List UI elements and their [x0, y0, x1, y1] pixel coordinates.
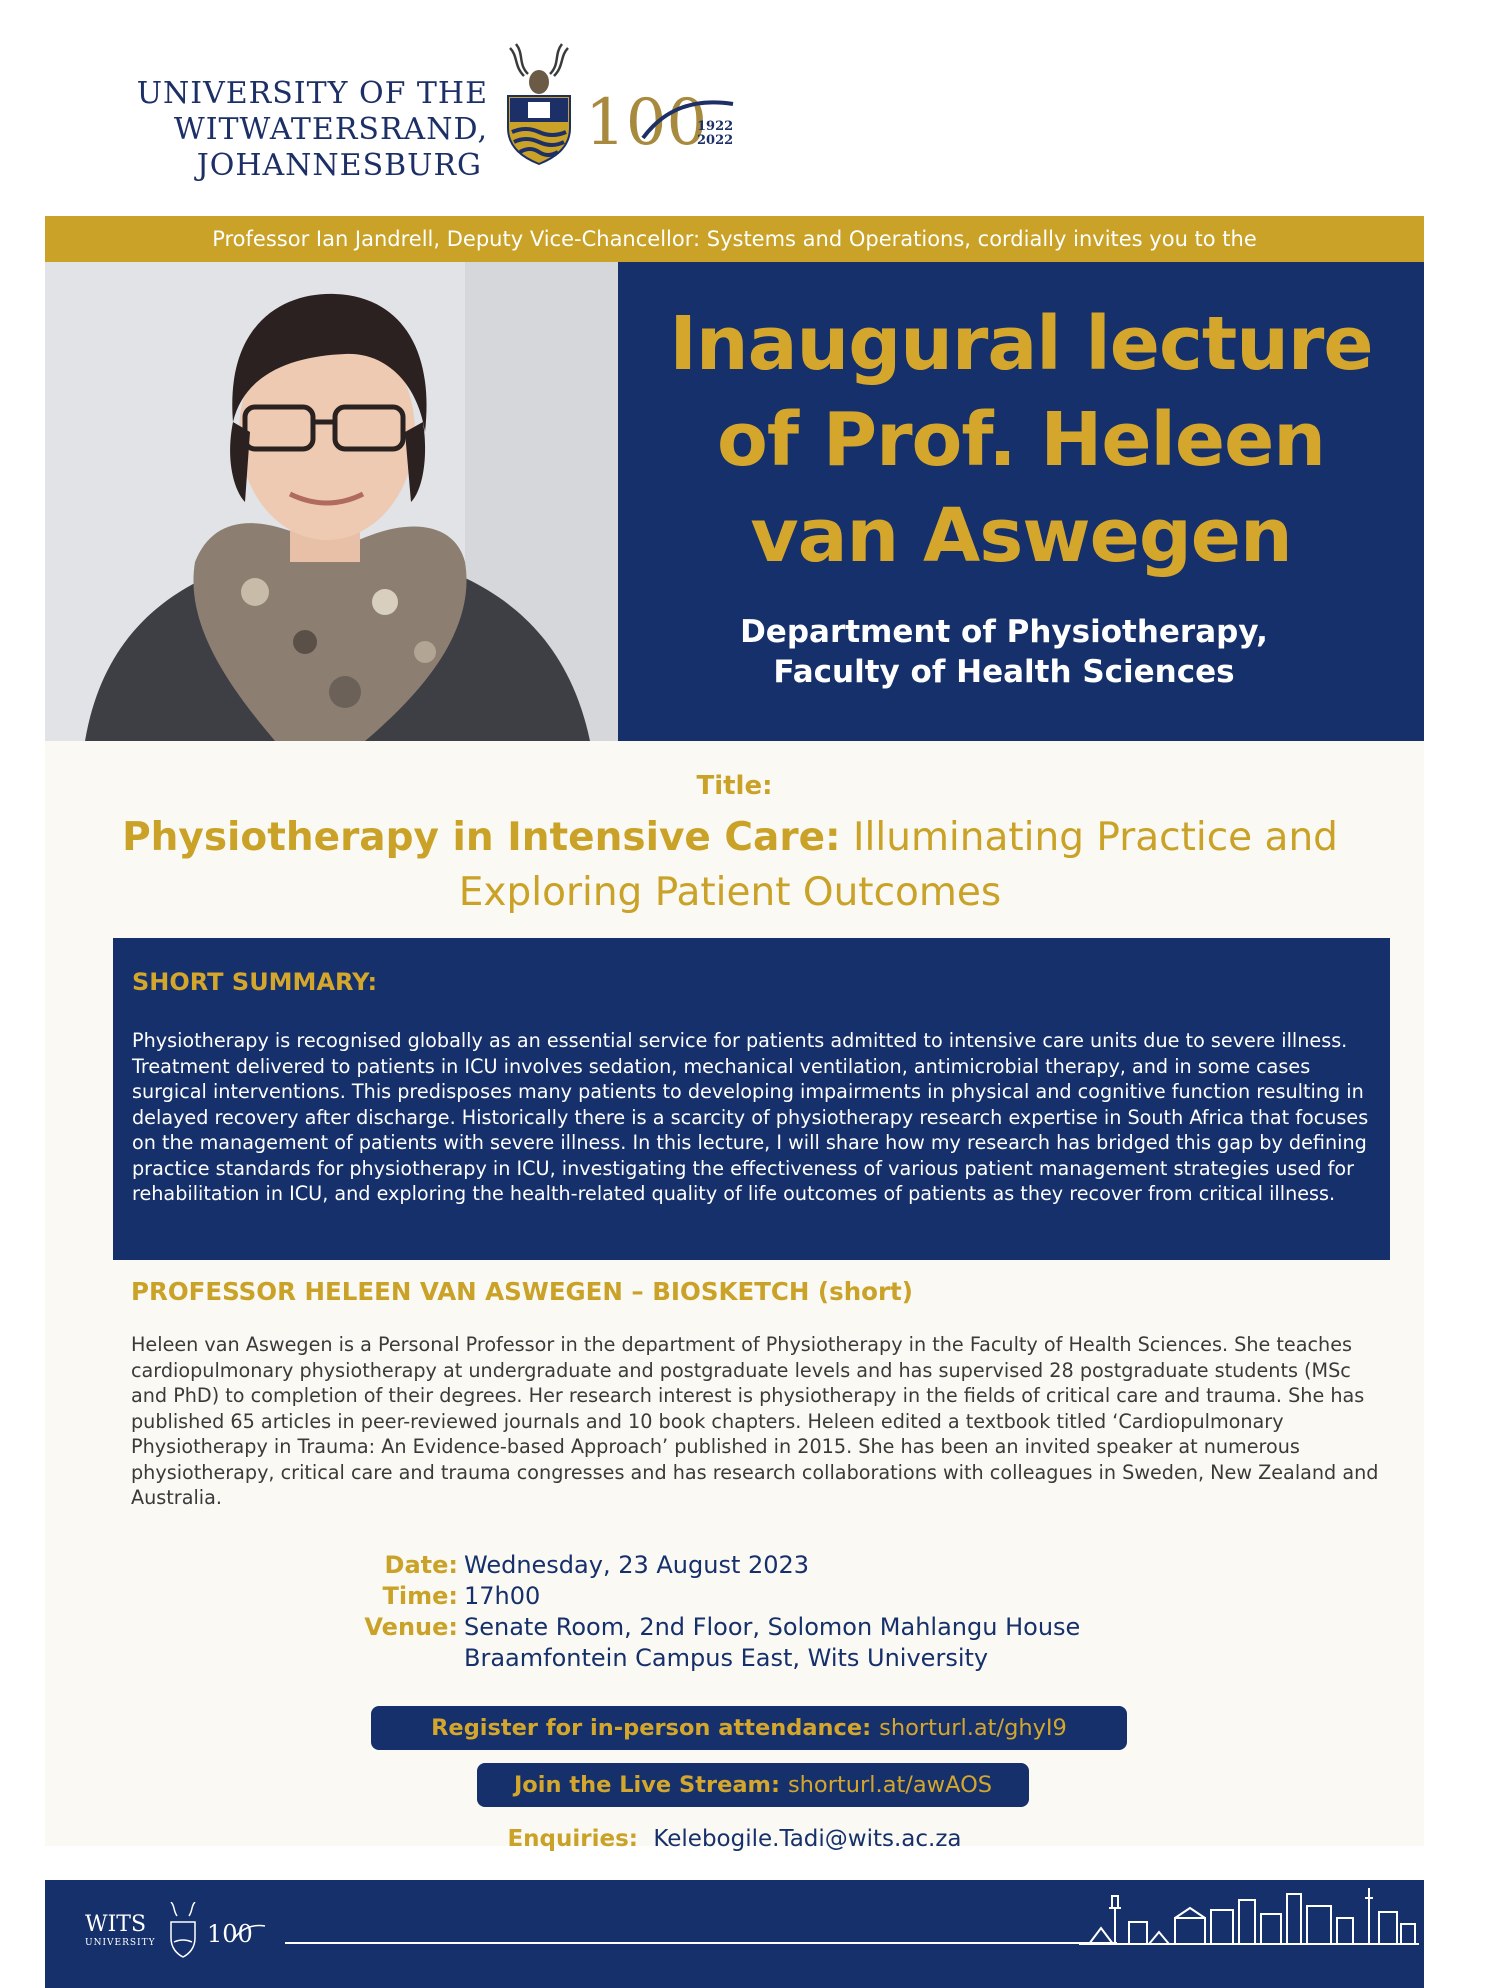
footer-divider: [285, 1942, 1117, 1944]
year-start: 1922: [697, 119, 734, 134]
venue-line-1: Senate Room, 2nd Floor, Solomon Mahlangu House: [464, 1613, 1081, 1641]
footer: [45, 1880, 1424, 1988]
hero-title: [618, 296, 1424, 584]
biosketch-heading: PROFESSOR HELEEN VAN ASWEGEN – BIOSKETCH (short): [131, 1277, 913, 1306]
time-row: [340, 1581, 1080, 1612]
footer-university-text: UNIVERSITY: [85, 1938, 156, 1948]
time-label: Time:: [382, 1582, 458, 1610]
invite-text: Professor Ian Jandrell, Deputy Vice-Chancellor: Systems and Operations, cordially invites you to the: [212, 227, 1257, 251]
lecture-title-rest: Illuminating Practice and Exploring Patient Outcomes: [458, 815, 1338, 915]
register-label: Register for in-person attendance:: [431, 1715, 872, 1741]
lecture-title-bold: Physiotherapy in Intensive Care:: [122, 815, 841, 860]
centenary-100-icon: [585, 78, 735, 158]
summary-box: [113, 938, 1390, 1260]
date-row: [340, 1550, 1080, 1581]
department-line-2: Faculty of Health Sciences: [773, 654, 1235, 690]
lecture-title-label: Title:: [696, 771, 773, 801]
date-value: Wednesday, 23 August 2023: [464, 1551, 810, 1579]
invite-bar: [45, 216, 1424, 262]
enquiries: [45, 1826, 1424, 1852]
summary-heading: SHORT SUMMARY:: [132, 968, 378, 996]
summary-body: Physiotherapy is recognised globally as an essential service for patients admitted to intensive care units due to severe illness. Treatment delivered to patients in ICU involves sedation, mechanical ventilation, antimicrobial therapy, and in some cases surgical interventions. This predisposes many patients to developing impairments in physical and cognitive function resulting in delayed recovery after discharge. Historically there is a scarcity of physiotherapy research expertise in South Africa that focuses on the management of patients with severe illness. In this lecture, I will share how my research has bridged this gap by defining practice standards for physiotherapy in ICU, investigating the effectiveness of various patient management strategies used for rehabilitation in ICU, and exploring the health-related quality of life outcomes of patients as they recover from critical illness.: [132, 1029, 1369, 1205]
footer-centenary-icon: [207, 1914, 267, 1948]
logo-line-1: UNIVERSITY OF THE: [136, 76, 488, 111]
logo-line-3: JOHANNESBURG: [196, 148, 482, 183]
speaker-photo: [45, 262, 618, 741]
time-value: 17h00: [464, 1582, 541, 1610]
venue-label: Venue:: [364, 1613, 458, 1641]
year-end: 2022: [697, 133, 734, 148]
hero-panel: [618, 262, 1424, 741]
stream-label: Join the Live Stream:: [513, 1772, 780, 1798]
register-url[interactable]: shorturl.at/ghyI9: [879, 1715, 1067, 1741]
venue-value: [458, 1612, 1080, 1674]
lecture-title: [95, 810, 1365, 920]
johannesburg-skyline-icon: [1079, 1888, 1419, 1988]
university-logo-text: [128, 76, 488, 184]
register-link[interactable]: [371, 1706, 1127, 1750]
footer-wits-wordmark: WITS: [85, 1912, 147, 1937]
hero-title-line-2: of Prof. Heleen: [717, 397, 1325, 483]
centenary-number: 100: [585, 86, 708, 158]
venue-line-2: Braamfontein Campus East, Wits University: [464, 1644, 989, 1672]
hero-title-line-1: Inaugural lecture: [669, 301, 1373, 387]
stream-url[interactable]: shorturl.at/awAOS: [787, 1772, 993, 1798]
footer-crest-icon: [167, 1902, 199, 1958]
live-stream-link[interactable]: [477, 1763, 1029, 1807]
enquiries-label: Enquiries:: [507, 1826, 638, 1852]
footer-centenary-number: 100: [207, 1920, 253, 1948]
logo-line-2: WITWATERSRAND,: [173, 112, 488, 147]
biosketch-body: Heleen van Aswegen is a Personal Professor in the department of Physiotherapy in the Faculty of Health Sciences. She teaches cardiopulmonary physiotherapy at undergraduate and postgraduate levels and has supervised 28 postgraduate students (MSc and PhD) to completion of their degrees. Her research interest is physiotherapy in the fields of critical care and trauma. She has published 65 articles in peer-reviewed journals and 10 book chapters. Heleen edited a textbook titled ‘Cardiopulmonary Physiotherapy in Trauma: An Evidence-based Approach’ published in 2015. She has been an invited speaker at numerous physiotherapy, critical care and trauma congresses and has research collaborations with colleagues in Sweden, New Zealand and Australia.: [131, 1333, 1379, 1509]
enquiries-email[interactable]: Kelebogile.Tadi@wits.ac.za: [653, 1826, 962, 1852]
date-label: Date:: [384, 1551, 458, 1579]
university-crest-icon: [498, 36, 580, 166]
venue-row: [340, 1612, 1080, 1674]
department-line-1: Department of Physiotherapy,: [740, 614, 1268, 650]
hero-department: [618, 612, 1390, 692]
event-details: [340, 1550, 1080, 1674]
hero-title-line-3: van Aswegen: [750, 493, 1292, 579]
